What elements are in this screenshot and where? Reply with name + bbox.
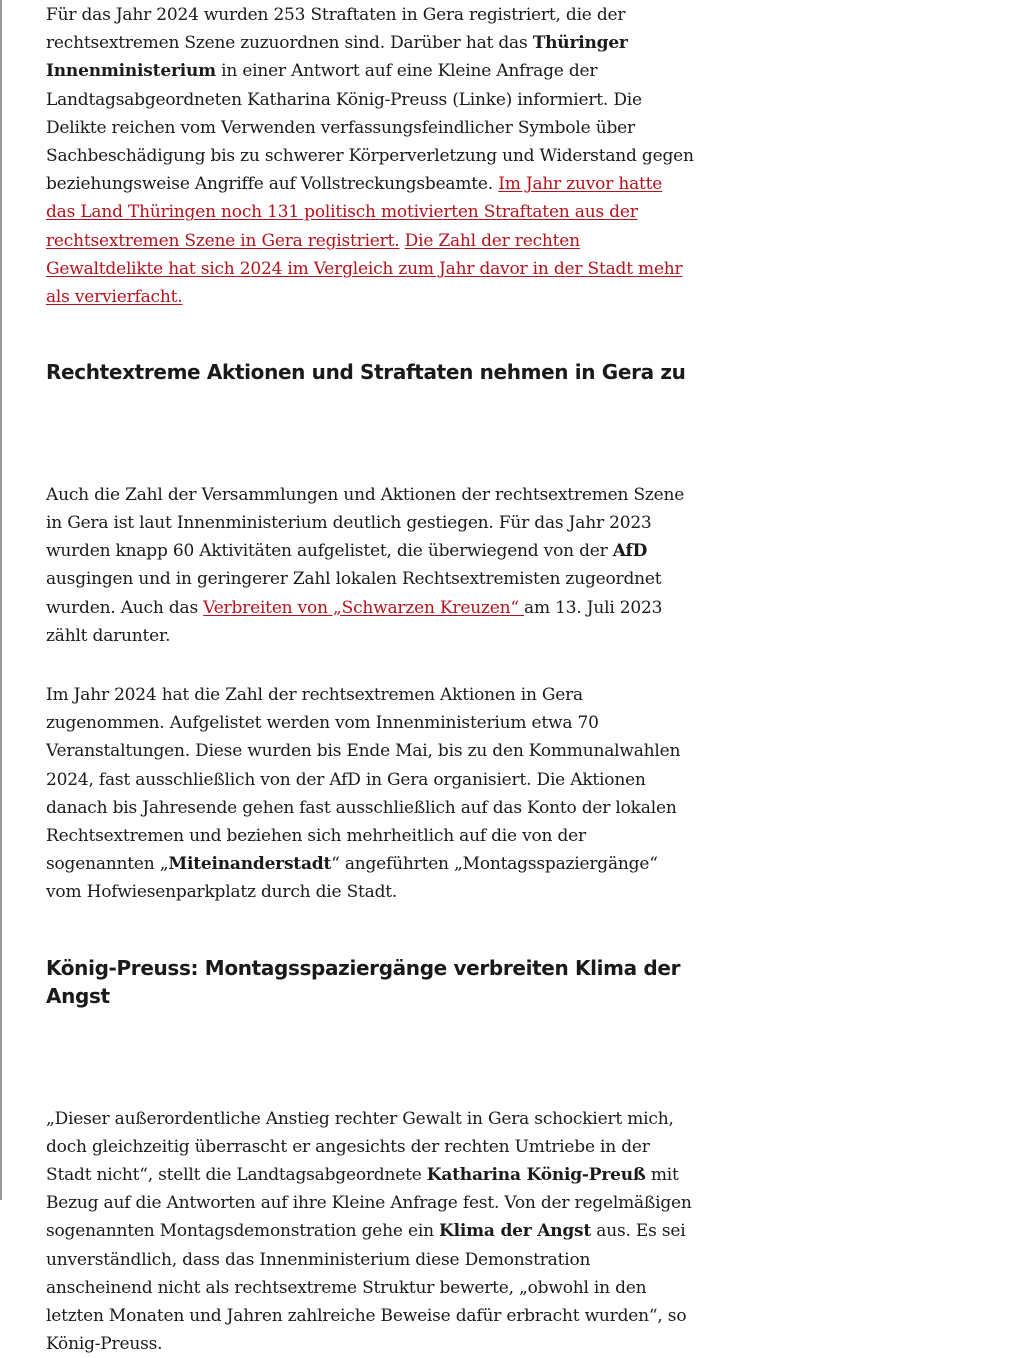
paragraph-text: am 13. Juli 2023 zählt darunter. <box>46 597 663 646</box>
link-schwarze-kreuze[interactable]: Verbreiten von „Schwarzen Kreuzen“ <box>203 597 525 618</box>
paragraph-text: Auch die Zahl der Versammlungen und Aktionen der rechtsextremen Szene in Gera ist laut Innenministerium deutlich gestiegen. Für das Jahr 2023 wurden knapp 60 Aktivitäten aufgelistet, die überwiegend von der <box>46 484 685 562</box>
paragraph-text: “ angeführten „Montagsspaziergänge“ vom Hofwiesenparkplatz durch die Stadt. <box>46 854 658 903</box>
bold-innenministerium: Thüringer Innenministerium <box>46 33 628 82</box>
paragraph-text: aus. Es sei unverständlich, dass das Innenministerium diese Demonstration anscheinend nicht als rechtsextreme Struktur bewerte, „obwohl in den letzten Monaten und Jahren zahlreiche Beweise dafür erbracht wurden“, so König-Preuss. <box>46 1221 687 1355</box>
section-heading-aktionen: Rechtextreme Aktionen und Straftaten nehmen in Gera zu <box>46 360 686 385</box>
paragraph-straftaten <box>46 1 694 311</box>
bold-katharina-koenig-preuss: Katharina König-Preuß <box>426 1164 646 1185</box>
bold-miteinanderstadt: Miteinanderstadt <box>168 854 332 875</box>
paragraph-text: Im Jahr 2024 hat die Zahl der rechtsextremen Aktionen in Gera zugenommen. Aufgelistet werden vom Innenministerium etwa 70 Veranstaltungen. Diese wurden bis Ende Mai, bis zu den Kommunalwahlen 2024, fast ausschließlich von der AfD in Gera organisiert. Die Aktionen danach bis Jahresende gehen fast ausschließlich auf das Konto der lokalen Rechtsextremen und beziehen sich mehrheitlich auf die von der sogenannten „ <box>46 684 681 875</box>
page-left-border <box>0 0 2 1200</box>
paragraph-text: Für das Jahr 2024 wurden 253 Straftaten in Gera registriert, die der rechtsextremen Szene zuzuordnen sind. Darüber hat das <box>46 5 626 54</box>
paragraph-aktionen-2024 <box>46 681 694 907</box>
paragraph-text: ausgingen und in geringerer Zahl lokalen Rechtsextremisten zugeordnet wurden. Auch das <box>46 569 662 618</box>
paragraph-versammlungen <box>46 481 694 650</box>
paragraph-text: in einer Antwort auf eine Kleine Anfrage der Landtagsabgeordneten Katharina König-Preuss (Linke) informiert. Die Delikte reichen vom Verwenden verfassungsfeindlicher Symbole über Sachbeschädigung bis zu schwerer Körperverletzung und Widerstand gegen beziehungsweise Angriffe auf Vollstreckungsbeamte. <box>46 61 694 195</box>
paragraph-text: „Dieser außerordentliche Anstieg rechter Gewalt in Gera schockiert mich, doch gleichzeitig überrascht er angesichts der rechten Umtriebe in der Stadt nicht“, stellt die Landtagsabgeordnete <box>46 1108 674 1185</box>
article-body <box>46 0 694 1358</box>
paragraph-text: mit Bezug auf die Antworten auf ihre Kleine Anfrage fest. Von der regelmäßigen sogenannten Montagsdemonstration gehe ein <box>46 1164 692 1242</box>
paragraph-koenig-preuss-zitat <box>46 1105 694 1358</box>
link-gewaltdelikte-vervierfacht[interactable]: Die Zahl der rechten Gewaltdelikte hat sich 2024 im Vergleich zum Jahr davor in der Stadt mehr als vervierfacht. <box>46 230 683 308</box>
link-vorjahr-straftaten[interactable]: Im Jahr zuvor hatte das Land Thüringen noch 131 politisch motivierten Straftaten aus der rechtsextremen Szene in Gera registriert. <box>46 174 663 251</box>
bold-klima-der-angst: Klima der Angst <box>439 1221 592 1242</box>
section-heading-klima-der-angst: König-Preuss: Montagsspaziergänge verbreiten Klima der Angst <box>46 955 681 1009</box>
bold-afd: AfD <box>612 541 648 562</box>
